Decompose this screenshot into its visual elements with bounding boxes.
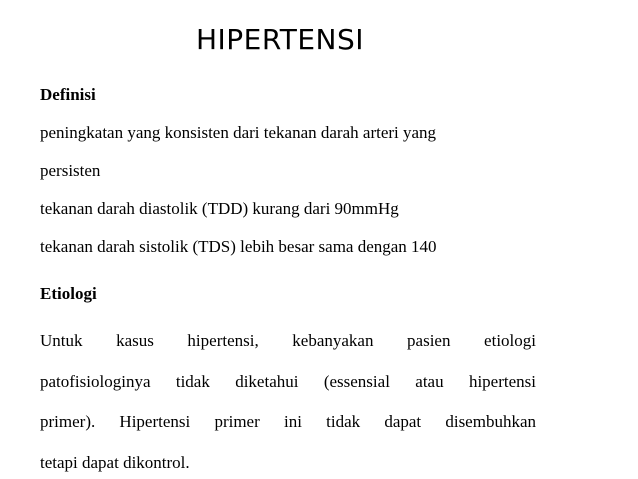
etiology-line-3: primer). Hipertensi primer ini tidak dapat disembuhkan	[40, 412, 536, 431]
definition-line-2: persisten	[40, 161, 101, 180]
etiology-line-4: tetapi dapat dikontrol.	[40, 453, 190, 472]
etiology-line-1: Untuk kasus hipertensi, kebanyakan pasien etiologi	[40, 331, 536, 350]
definition-line-4: tekanan darah sistolik (TDS) lebih besar sama dengan 140	[40, 237, 437, 256]
etiology-heading: Etiologi	[40, 284, 97, 303]
definition-heading: Definisi	[40, 85, 96, 104]
definition-line-1: peningkatan yang konsisten dari tekanan darah arteri yang	[40, 123, 437, 142]
definition-line-3: tekanan darah diastolik (TDD) kurang dari 90mmHg	[40, 199, 399, 218]
slide-title: HIPERTENSI	[195, 23, 365, 56]
etiology-line-2: patofisiologinya tidak diketahui (essensial atau hipertensi	[40, 372, 536, 391]
